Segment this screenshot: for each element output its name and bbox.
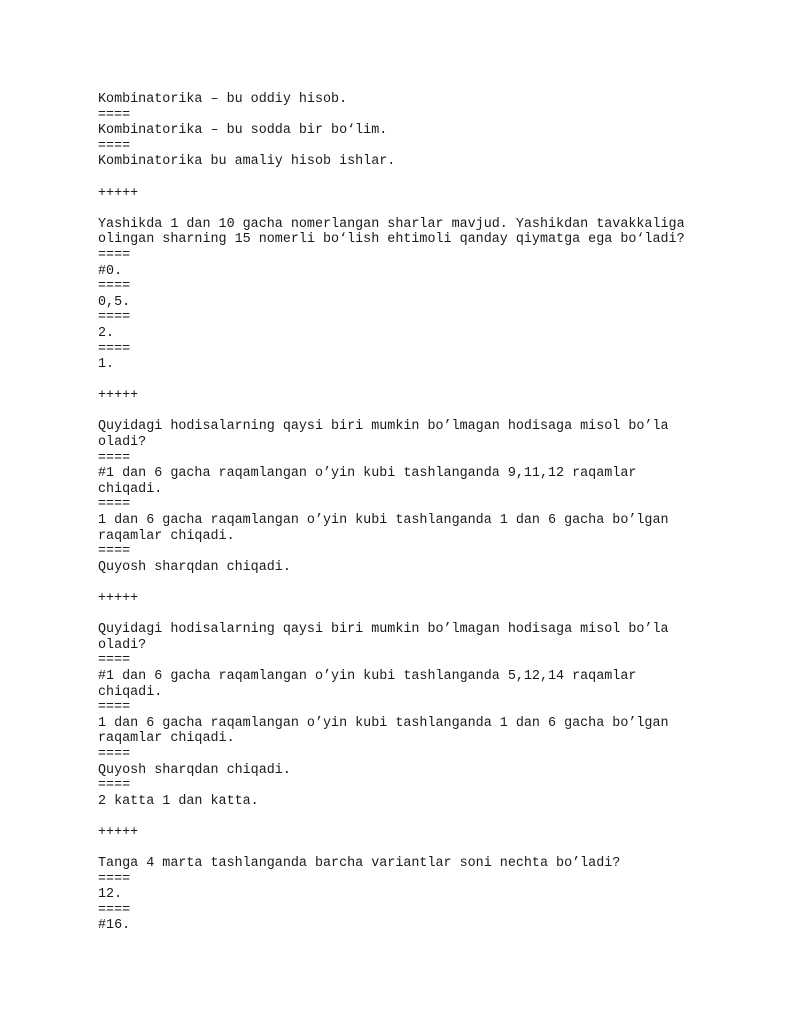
text-line: [98, 201, 758, 217]
text-line: 1.: [98, 357, 115, 373]
text-line: 1 dan 6 gacha raqamlangan o’yin kubi tashlanganda 1 dan 6 gacha bo’lgan: [98, 513, 669, 529]
text-line: ====: [98, 700, 131, 716]
text-line: [98, 373, 758, 389]
text-line: Tanga 4 marta tashlanganda barcha variantlar soni nechta bo’ladi?: [98, 856, 621, 872]
text-line: 2 katta 1 dan katta.: [98, 793, 259, 809]
text-line: ====: [98, 341, 131, 357]
text-line: raqamlar chiqadi.: [98, 528, 235, 544]
text-line: [98, 170, 758, 186]
text-line: 12.: [98, 887, 123, 903]
text-line: [98, 809, 758, 825]
text-line: +++++: [98, 591, 139, 606]
text-line: +++++: [98, 388, 139, 404]
text-line: #1 dan 6 gacha raqamlangan o’yin kubi tashlanganda 9,11,12 raqamlar: [98, 466, 637, 482]
text-line: Yashikda 1 dan 10 gacha nomerlangan sharlar mavjud. Yashikdan tavakkaliga: [98, 216, 685, 232]
text-line: Kombinatorika – bu oddiy hisob.: [98, 92, 348, 107]
text-line: ====: [98, 107, 131, 123]
text-line: #16.: [98, 918, 131, 934]
text-line: ====: [98, 653, 131, 669]
text-line: ====: [98, 902, 131, 918]
text-line: #1 dan 6 gacha raqamlangan o’yin kubi tashlanganda 5,12,14 raqamlar: [98, 668, 637, 684]
text-line: [98, 575, 758, 591]
text-line: Quyidagi hodisalarning qaysi biri mumkin bo’lmagan hodisaga misol bo’la: [98, 419, 669, 435]
text-line: ====: [98, 544, 131, 560]
text-line: ====: [98, 746, 131, 762]
text-line: +++++: [98, 185, 139, 201]
text-line: [98, 404, 758, 420]
text-line: ====: [98, 138, 131, 154]
text-line: ====: [98, 778, 131, 794]
text-line: ====: [98, 871, 131, 887]
text-line: Quyosh sharqdan chiqadi.: [98, 762, 291, 778]
text-line: #0.: [98, 263, 123, 279]
text-line: [98, 607, 758, 623]
text-line: 1 dan 6 gacha raqamlangan o’yin kubi tashlanganda 1 dan 6 gacha bo’lgan: [98, 715, 669, 731]
text-line: chiqadi.: [98, 684, 163, 700]
text-line: ====: [98, 247, 131, 263]
text-line: Kombinatorika bu amaliy hisob ishlar.: [98, 154, 396, 170]
text-line: +++++: [98, 824, 139, 840]
text-line: Kombinatorika – bu sodda bir bo‘lim.: [98, 123, 388, 139]
text-line: oladi?: [98, 637, 147, 653]
text-line: oladi?: [98, 435, 147, 451]
text-line: chiqadi.: [98, 481, 163, 497]
text-line: 0,5.: [98, 294, 131, 310]
document-text: [98, 92, 758, 934]
text-line: 2.: [98, 325, 115, 341]
text-line: raqamlar chiqadi.: [98, 731, 235, 747]
text-line: Quyidagi hodisalarning qaysi biri mumkin bo’lmagan hodisaga misol bo’la: [98, 622, 669, 638]
text-line: Quyosh sharqdan chiqadi.: [98, 559, 291, 575]
text-line: olingan sharning 15 nomerli bo‘lish ehtimoli qanday qiymatga ega bo‘ladi?: [98, 232, 685, 248]
text-line: ====: [98, 450, 131, 466]
text-line: [98, 841, 758, 857]
text-line: ====: [98, 497, 131, 513]
text-line: ====: [98, 279, 131, 295]
text-line: ====: [98, 310, 131, 326]
